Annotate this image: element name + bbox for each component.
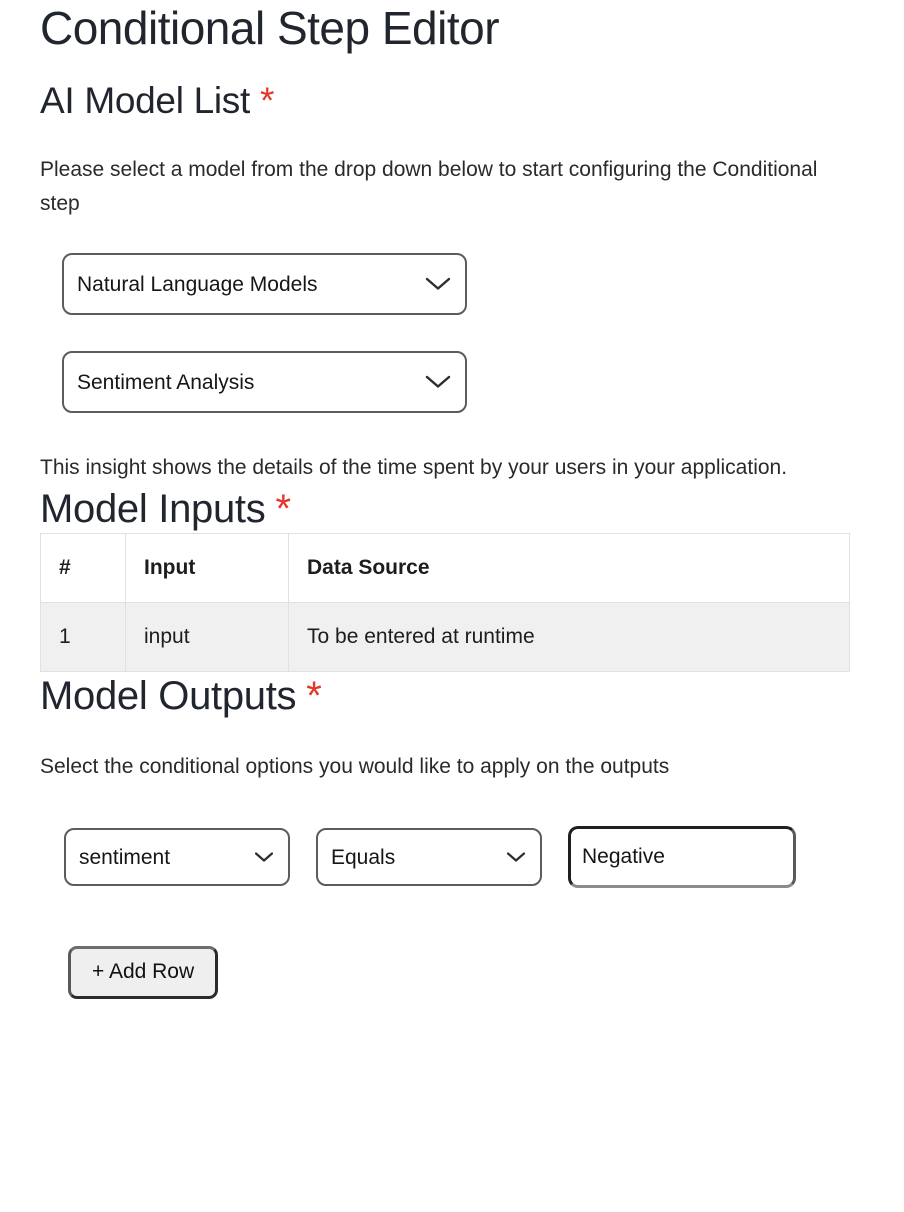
model-list-description: Please select a model from the drop down below to start configuring the Conditional step — [40, 158, 818, 216]
required-asterisk: * — [259, 79, 275, 121]
page-title: Conditional Step Editor — [40, 2, 500, 54]
category-select-wrap — [62, 253, 467, 315]
column-header-input: Input — [126, 534, 289, 603]
model-description: This insight shows the details of the time spent by your users in your application. — [40, 456, 788, 480]
required-asterisk: * — [306, 674, 322, 719]
required-asterisk: * — [275, 487, 291, 532]
model-select[interactable] — [62, 351, 467, 413]
section-heading-ai-model-list — [40, 79, 864, 123]
output-field-select[interactable] — [64, 828, 290, 886]
model-select-wrap — [62, 351, 467, 413]
column-header-index: # — [41, 534, 126, 603]
condition-row — [64, 826, 864, 888]
section-heading-model-outputs — [40, 672, 864, 720]
table-header-row — [41, 534, 850, 603]
table-row — [41, 603, 850, 672]
heading-text: AI Model List — [40, 79, 250, 121]
model-inputs-table — [40, 533, 850, 672]
column-header-data-source: Data Source — [289, 534, 850, 603]
model-category-select[interactable] — [62, 253, 467, 315]
cell-data-source: To be entered at runtime — [289, 603, 850, 672]
operator-select-wrap — [316, 828, 542, 886]
cell-input-name: input — [126, 603, 289, 672]
add-row-button[interactable]: + Add Row — [68, 946, 218, 999]
model-outputs-description: Select the conditional options you would like to apply on the outputs — [40, 755, 670, 779]
model-list-selects — [40, 253, 864, 413]
cell-row-index: 1 — [41, 603, 126, 672]
heading-text: Model Outputs — [40, 674, 297, 719]
condition-value-input[interactable] — [568, 826, 796, 888]
operator-select[interactable] — [316, 828, 542, 886]
output-select-wrap — [64, 828, 290, 886]
heading-text: Model Inputs — [40, 487, 266, 532]
section-heading-model-inputs — [40, 485, 864, 533]
